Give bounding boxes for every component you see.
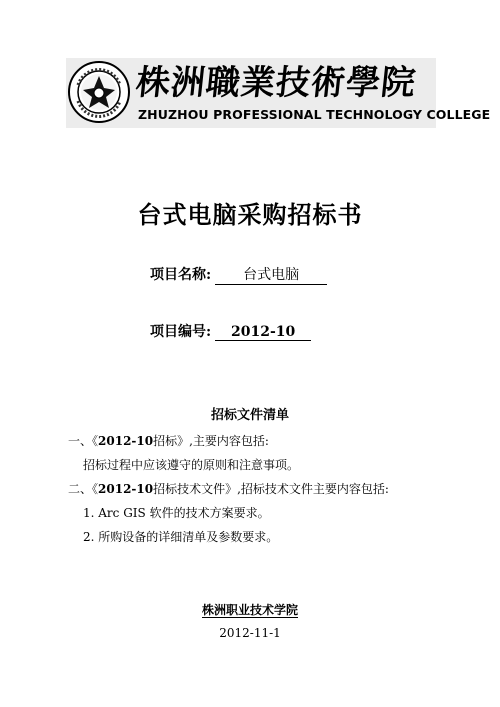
college-name-chinese: 株洲職業技術學院	[133, 63, 419, 103]
item2-prefix: 二、《	[68, 482, 99, 496]
item1-code: 2012-10	[98, 434, 154, 448]
item2-detail-2: 2. 所购设备的详细清单及参数要求。	[83, 530, 279, 544]
project-name-value: 台式电脑	[215, 264, 327, 285]
document-date: 2012-11-1	[219, 626, 281, 640]
project-number-value: 2012-10	[215, 324, 311, 341]
project-name-label: 项目名称:	[150, 267, 212, 283]
item2-code: 2012-10	[98, 482, 154, 496]
project-number-field	[150, 321, 311, 341]
college-banner	[66, 58, 491, 128]
contents-heading: 招标文件清单	[210, 408, 289, 423]
college-name-english: ZHUZHOU PROFESSIONAL TECHNOLOGY COLLEGE	[138, 107, 491, 122]
project-name-field	[150, 264, 327, 285]
item1-prefix: 一、《	[68, 434, 99, 448]
project-number-label: 项目编号:	[150, 324, 212, 340]
organization-signature	[0, 601, 500, 618]
organization-name: 株洲职业技术学院	[201, 603, 298, 617]
item1-detail: 招标过程中应该遵守的原则和注意事项。	[83, 458, 300, 472]
item2-detail-1: 1. Arc GIS 软件的技术方案要求。	[83, 506, 270, 520]
item1-suffix: 招标》,主要内容包括:	[153, 434, 269, 448]
list-item	[68, 432, 269, 449]
document-title: 台式电脑采购招标书	[137, 201, 363, 229]
item2-suffix: 招标技术文件》,招标技术文件主要内容包括:	[153, 482, 389, 496]
list-item	[68, 480, 389, 497]
college-seal-icon	[68, 61, 130, 123]
